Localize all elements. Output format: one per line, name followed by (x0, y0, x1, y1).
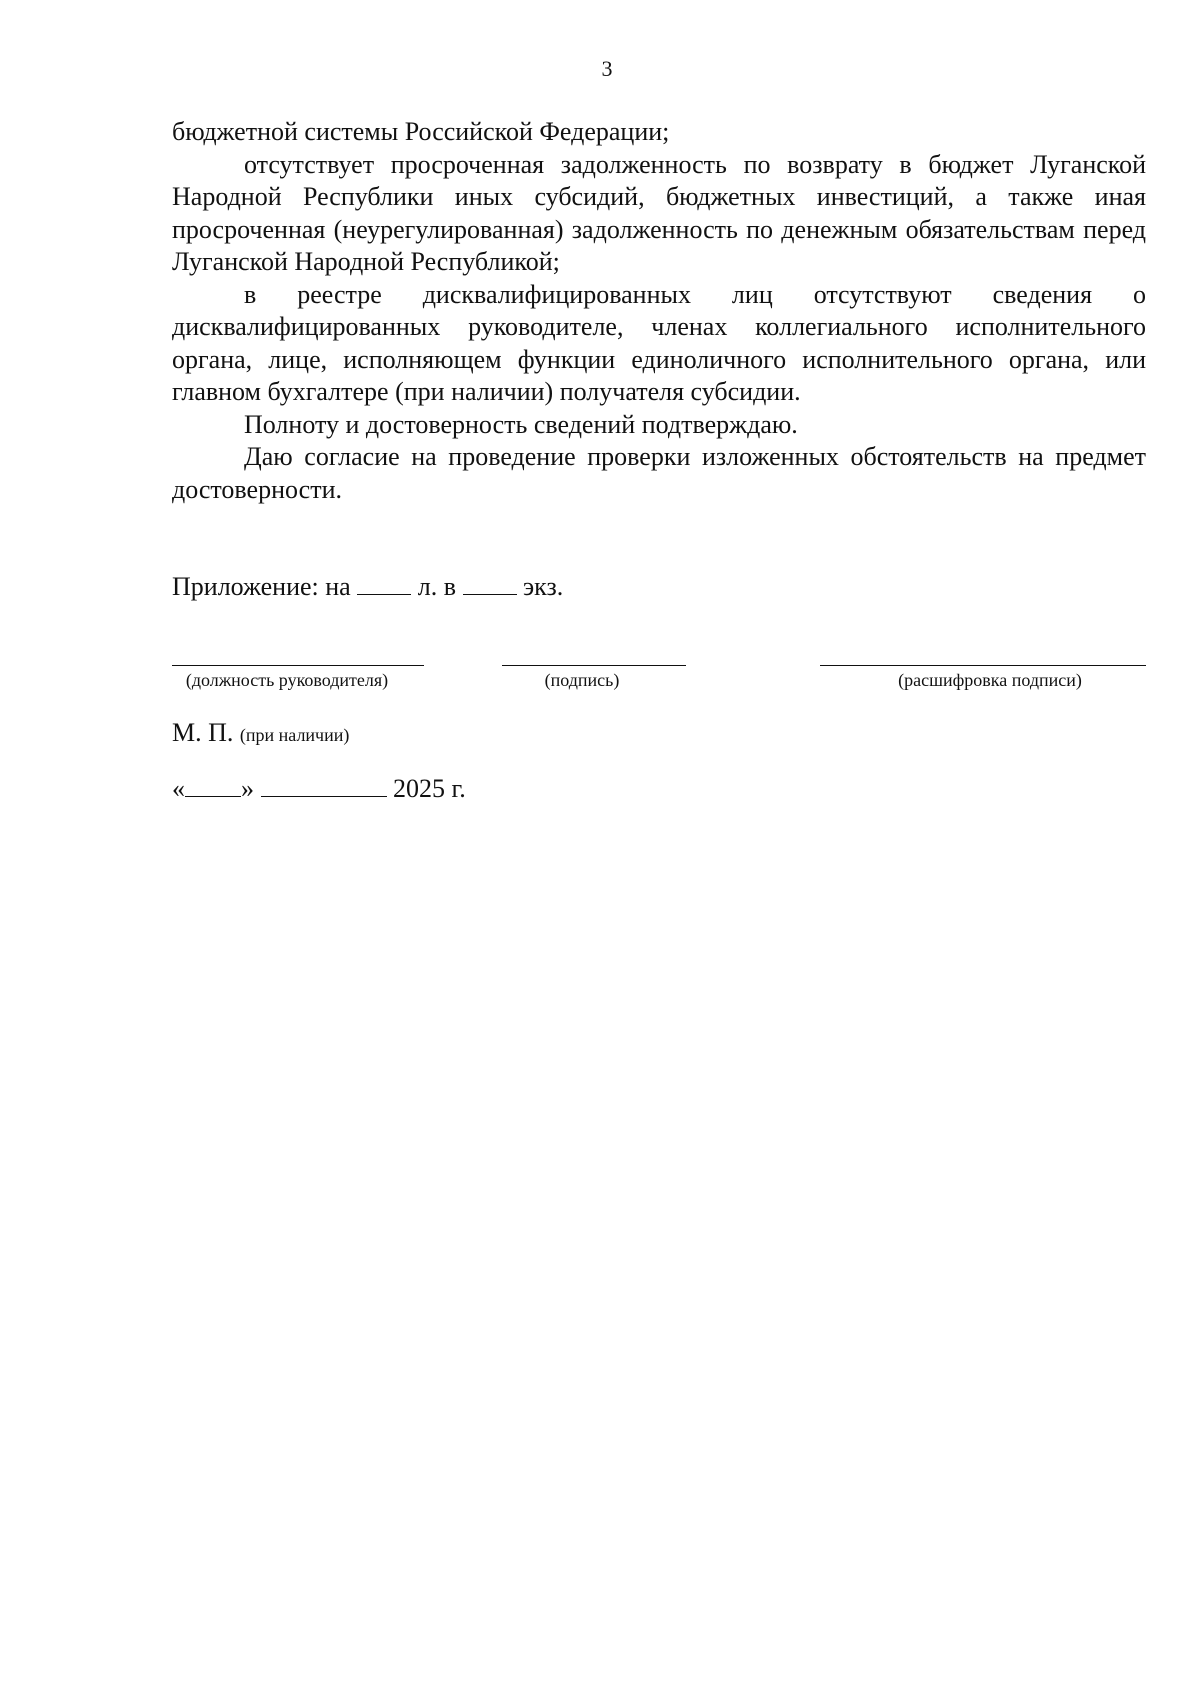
appendix-middle: л. в (417, 572, 456, 601)
paragraph: Даю согласие на проведение проверки изложенных обстоятельств на предмет достоверности. (172, 442, 1146, 504)
position-signature-line[interactable] (172, 665, 424, 666)
date-line (172, 774, 466, 804)
signature-decoding-line[interactable] (820, 665, 1146, 666)
paragraph: Полноту и достоверность сведений подтверждаю. (244, 409, 798, 439)
stamp-label: М. П. (172, 718, 234, 747)
sheets-count-blank[interactable] (357, 572, 411, 595)
appendix-line (172, 572, 563, 602)
appendix-prefix: Приложение: на (172, 572, 351, 601)
signature-caption: (подпись) (544, 670, 620, 690)
paragraph: в реестре дисквалифицированных лиц отсутствуют сведения о дисквалифицированных руководителе, членах коллегиального исполнительного органа, лице, исполняющем функции единоличного исполнительного органа, или главном бухгалтере (при наличии) получателя субсидии. (172, 279, 1146, 406)
signature-line[interactable] (502, 665, 686, 666)
page-number: 3 (601, 56, 613, 81)
stamp-note: (при наличии) (239, 725, 350, 745)
date-year: 2025 г. (393, 774, 466, 803)
stamp-line (172, 718, 349, 748)
copies-count-blank[interactable] (463, 572, 517, 595)
day-blank[interactable] (185, 774, 241, 797)
date-open-quote: « (172, 774, 185, 803)
date-close-quote: » (241, 774, 254, 803)
appendix-suffix: экз. (523, 572, 564, 601)
position-caption: (должность руководителя) (185, 670, 389, 690)
paragraph: отсутствует просроченная задолженность по возврату в бюджет Луганской Народной Республики иных субсидий, бюджетных инвестиций, а также иная просроченная (неурегулированная) задолженность по денежным обязательствам перед Луганской Народной Республикой; (172, 149, 1146, 276)
body-text (172, 116, 1146, 506)
month-blank[interactable] (261, 774, 387, 797)
decoding-caption: (расшифровка подписи) (898, 670, 1082, 690)
paragraph: бюджетной системы Российской Федерации; (172, 117, 670, 146)
